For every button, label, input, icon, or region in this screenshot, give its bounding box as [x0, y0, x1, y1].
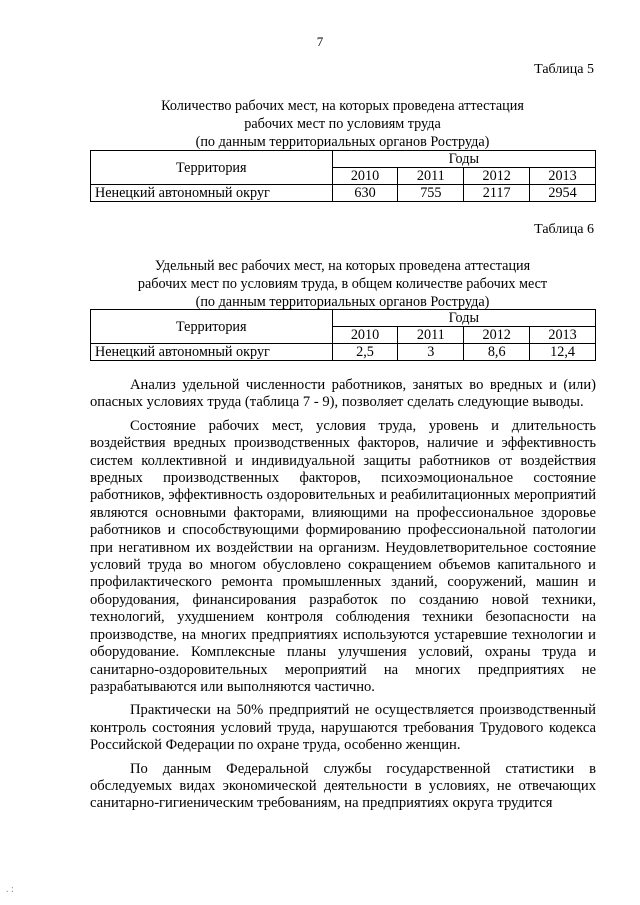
- table5-label: Таблица 5: [534, 62, 594, 77]
- table5: [90, 150, 596, 202]
- value-cell: 2954: [530, 185, 596, 202]
- value-cell: 2,5: [332, 344, 398, 361]
- table5-caption-line: (по данным территориальных органов Роструда): [195, 134, 490, 150]
- value-cell: 12,4: [530, 344, 596, 361]
- paragraph: По данным Федеральной службы государственной статистики в обследуемых видах экономической деятельности в условиях, не отвечающих санитарно-гигиеническим требованиям, на предприятиях округа трудится: [90, 760, 596, 812]
- table6: [90, 309, 596, 361]
- value-cell: 2117: [464, 185, 530, 202]
- year-cell: 2011: [398, 168, 464, 185]
- table6-label: Таблица 6: [534, 222, 594, 237]
- table-row: [91, 344, 596, 361]
- table6-caption-line: (по данным территориальных органов Роструда): [195, 294, 490, 310]
- paragraph: Практически на 50% предприятий не осуществляется производственный контроль состояния условий труда, нарушаются требования Трудового кодекса Российской Федерации по охране труда, особенно женщин.: [90, 702, 596, 754]
- value-cell: 8,6: [464, 344, 530, 361]
- table6-caption-line: Удельный вес рабочих мест, на которых проведена аттестация: [154, 258, 531, 274]
- scan-mark: . :: [6, 884, 14, 895]
- year-cell: 2013: [530, 327, 596, 344]
- value-cell: 3: [398, 344, 464, 361]
- header-territory: Территория: [91, 151, 333, 185]
- paragraph: Состояние рабочих мест, условия труда, уровень и длительность воздействия вредных производственных факторов, наличие и эффективность систем коллективной и индивидуальной защиты работников от воздействия вредных производственных факторов, психоэмоциональное состояние работников, эффективность оздоровительных и реабилитационных мероприятий являются основными факторами, влияющими на профессиональное здоровье работников и способствующими формированию профессиональной патологии при негативном их воздействии на организм. Неудовлетворительное состояние условий труда во многом обусловлено сокращением объемов капитального и профилактического ремонта промышленных зданий, сооружений, машин и оборудования, финансирования разработок по созданию новой техники, технологий, ухудшением контроля соблюдения техники безопасности на производстве, на многих предприятиях используются устаревшие технологии и оборудование. Комплексные планы улучшения условий, охраны труда и санитарно-оздоровительных мероприятий на многих предприятиях не разрабатываются или выполняются частично.: [90, 417, 596, 695]
- year-cell: 2012: [464, 327, 530, 344]
- table-header-row: [91, 151, 596, 168]
- body-text: [90, 377, 596, 813]
- table6-caption-line: рабочих мест по условиям труда, в общем количестве рабочих мест: [137, 276, 548, 292]
- paragraph: Анализ удельной численности работников, занятых во вредных и (или) опасных условиях труда (таблица 7 - 9), позволяет сделать следующие выводы.: [90, 377, 596, 411]
- table-row: [91, 185, 596, 202]
- value-cell: 755: [398, 185, 464, 202]
- table5-caption-line: Количество рабочих мест, на которых проведена аттестация: [161, 98, 524, 114]
- header-territory: Территория: [91, 310, 333, 344]
- table5-caption: [90, 97, 595, 151]
- page-number: 7: [316, 34, 324, 49]
- table-header-row: [91, 310, 596, 327]
- value-cell: 630: [332, 185, 398, 202]
- year-cell: 2010: [332, 327, 398, 344]
- row-name: Ненецкий автономный округ: [91, 344, 333, 361]
- year-cell: 2013: [530, 168, 596, 185]
- year-cell: 2012: [464, 168, 530, 185]
- header-years: Годы: [332, 151, 595, 168]
- row-name: Ненецкий автономный округ: [91, 185, 333, 202]
- year-cell: 2011: [398, 327, 464, 344]
- year-cell: 2010: [332, 168, 398, 185]
- header-years: Годы: [332, 310, 595, 327]
- table6-caption: [90, 257, 595, 311]
- table5-caption-line: рабочих мест по условиям труда: [244, 116, 441, 132]
